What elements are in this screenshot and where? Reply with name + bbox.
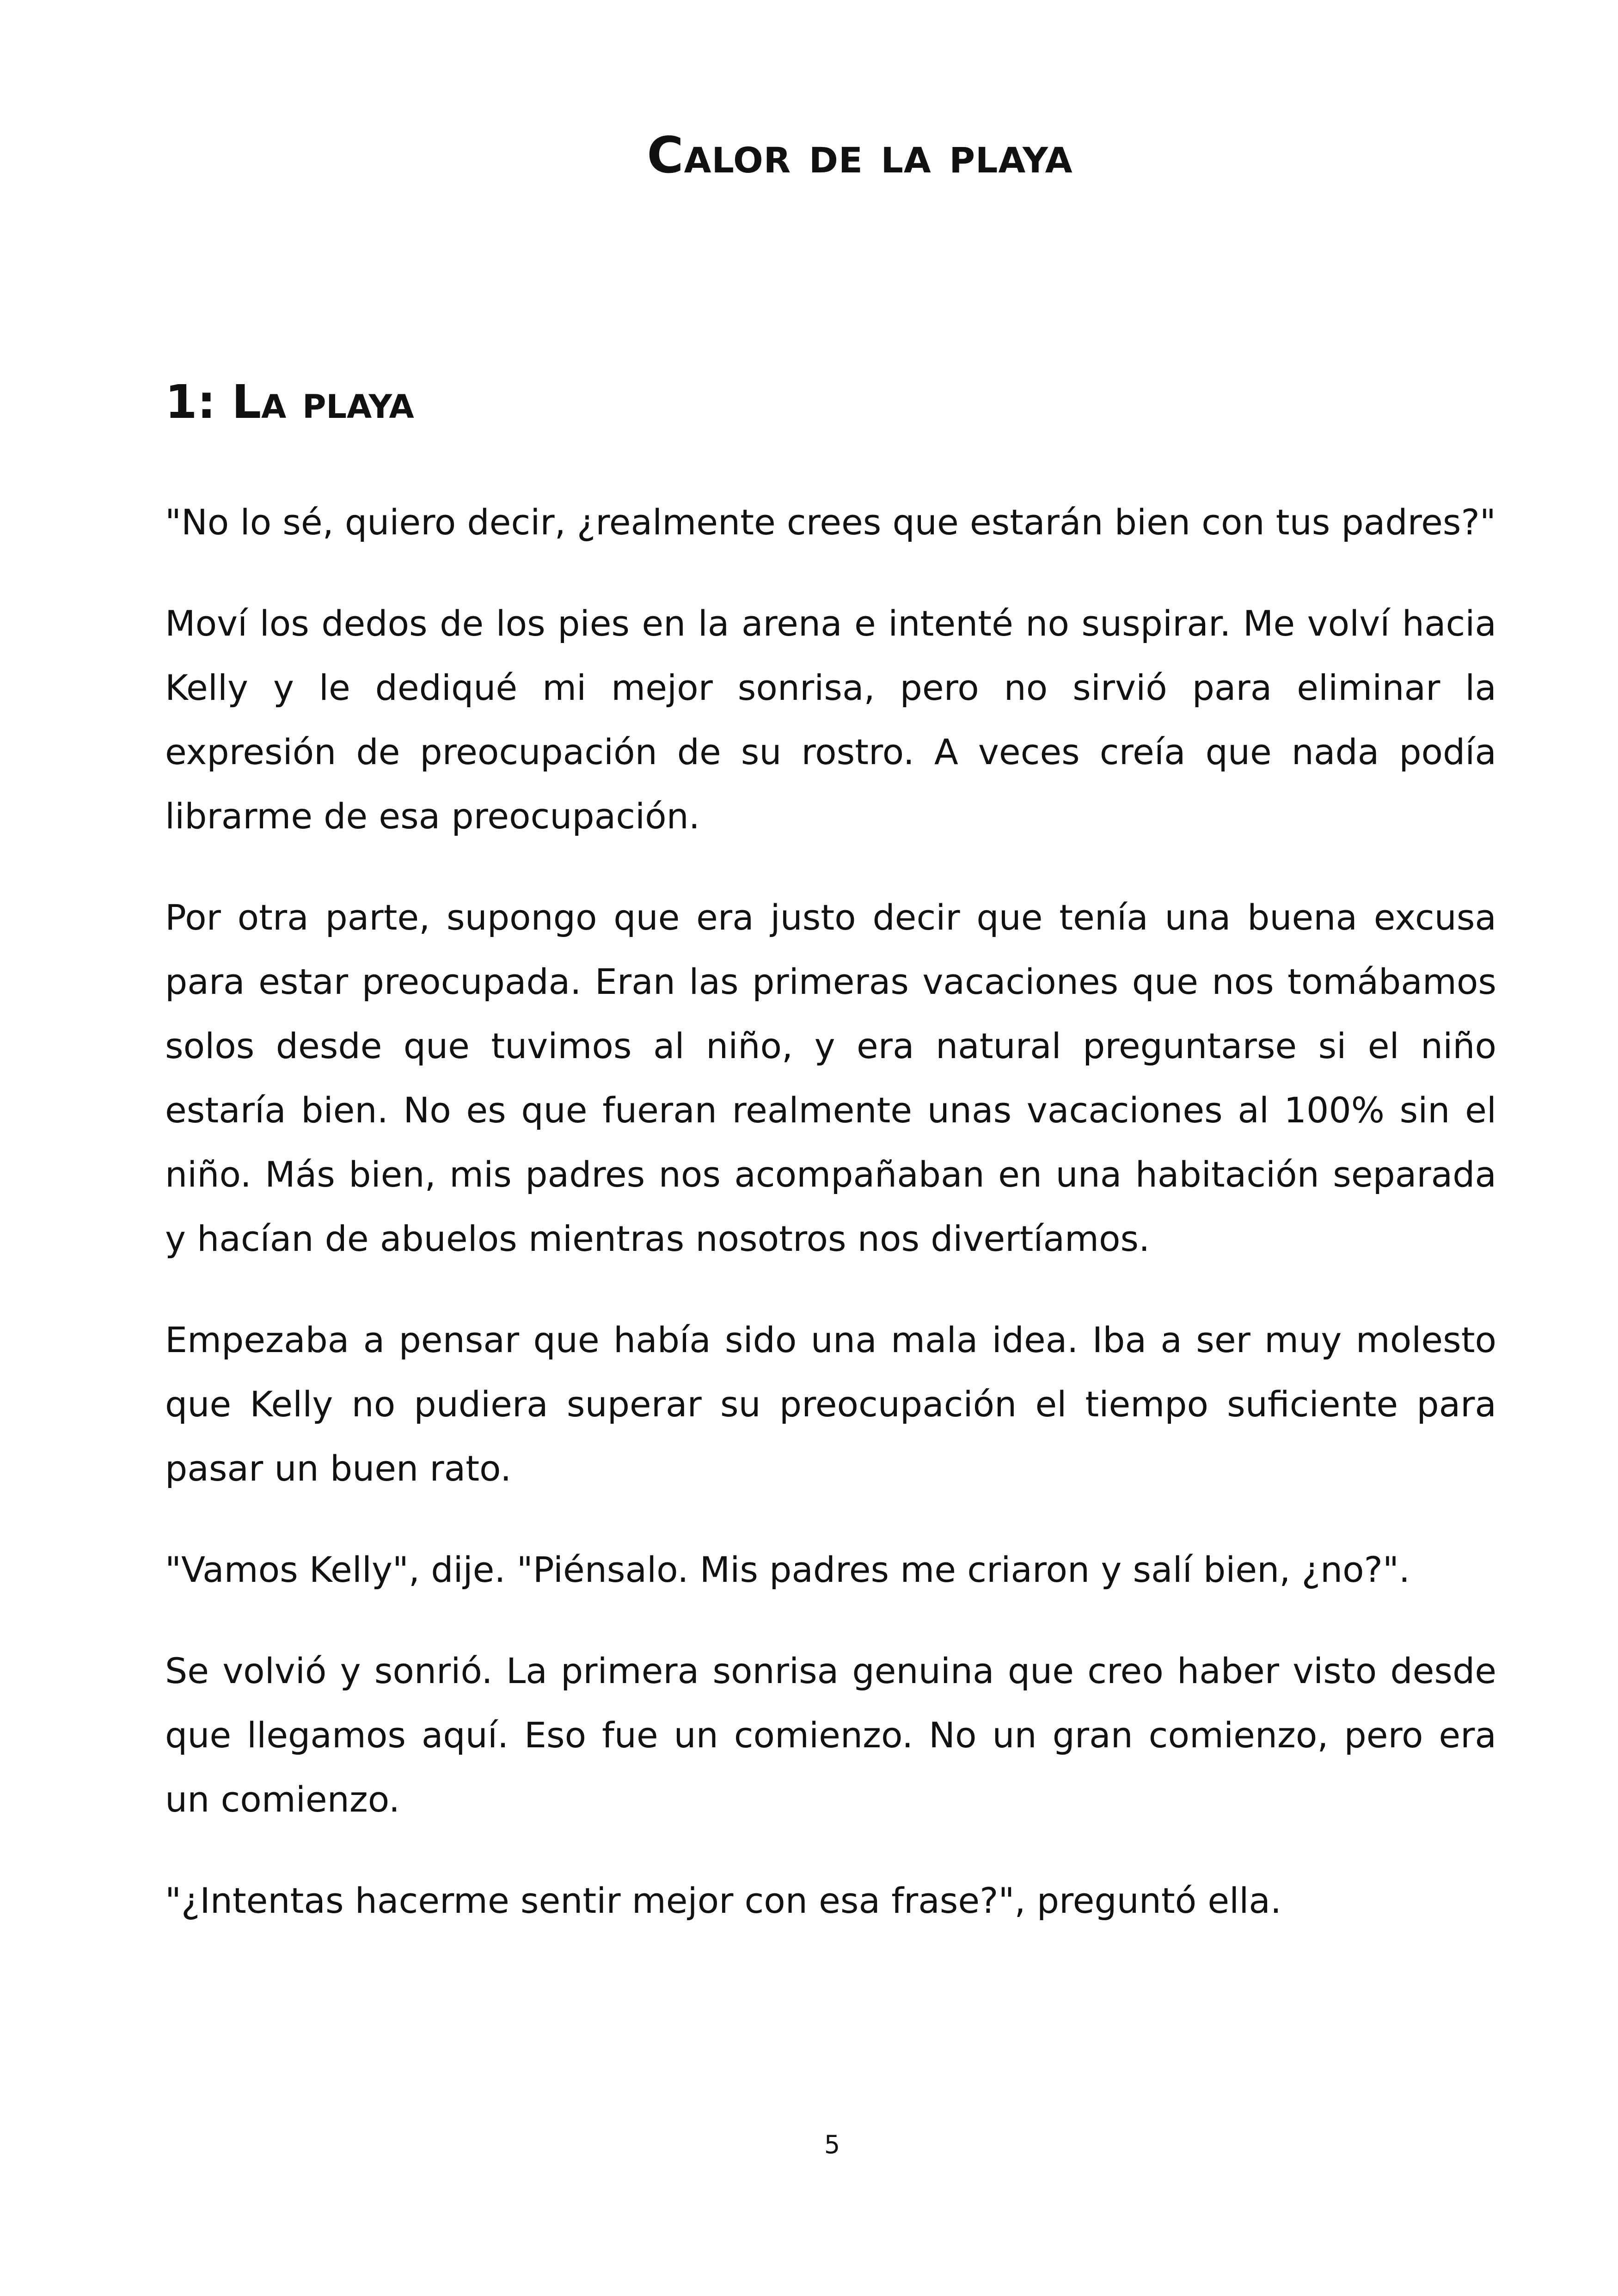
page-number: 5	[824, 2130, 840, 2159]
paragraph: "Vamos Kelly", dije. "Piénsalo. Mis padres me criaron y salí bien, ¿no?".	[165, 1549, 1410, 1590]
paragraph: Moví los dedos de los pies en la arena e intenté no suspirar. Me volví hacia Kelly y le dediqué mi mejor sonrisa, pero no sirvió para eliminar la expresión de preocupación de su rostro. A veces creía que nada podía librarme de esa preocupación.	[165, 603, 1496, 837]
paragraph: "No lo sé, quiero decir, ¿realmente crees que estarán bien con tus padres?"	[165, 502, 1496, 543]
chapter-title: 1: La playa	[165, 375, 414, 429]
paragraph: Se volvió y sonrió. La primera sonrisa genuina que creo haber visto desde que llegamos aquí. Eso fue un comienzo. No un gran comienzo, pero era un comienzo.	[165, 1650, 1496, 1820]
body-text	[165, 490, 1496, 1970]
paragraph: Empezaba a pensar que había sido una mala idea. Iba a ser muy molesto que Kelly no pudiera superar su preocupación el tiempo suficiente para pasar un buen rato.	[165, 1319, 1496, 1489]
paragraph: Por otra parte, supongo que era justo decir que tenía una buena excusa para estar preocupada. Eran las primeras vacaciones que nos tomábamos solos desde que tuvimos al niño, y era natural preguntarse si el niño estaría bien. No es que fueran realmente unas vacaciones al 100% sin el niño. Más bien, mis padres nos acompañaban en una habitación separada y hacían de abuelos mientras nosotros nos divertíamos.	[165, 897, 1496, 1259]
book-title: Calor de la playa	[647, 127, 1073, 184]
paragraph: "¿Intentas hacerme sentir mejor con esa frase?", preguntó ella.	[165, 1880, 1282, 1921]
